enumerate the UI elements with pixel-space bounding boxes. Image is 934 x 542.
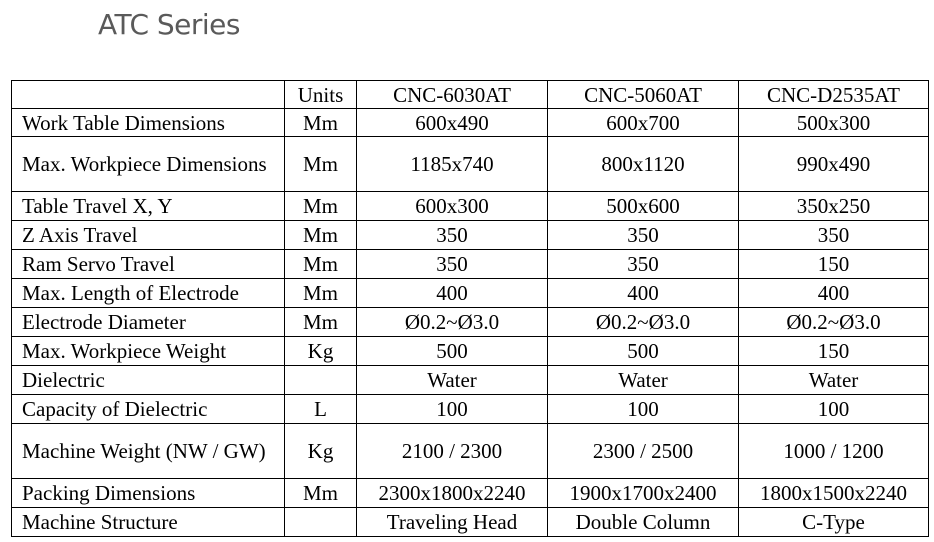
- row-value: 350: [739, 221, 929, 250]
- row-value: 350: [357, 250, 548, 279]
- row-value: 990x490: [739, 137, 929, 192]
- row-value: 100: [548, 395, 739, 424]
- row-value: 1185x740: [357, 137, 548, 192]
- row-label: Max. Workpiece Dimensions: [12, 137, 285, 192]
- row-unit: L: [285, 395, 357, 424]
- table-row: [12, 337, 929, 366]
- row-label: Table Travel X, Y: [12, 192, 285, 221]
- row-value: 150: [739, 250, 929, 279]
- row-unit: Mm: [285, 279, 357, 308]
- table-row: [12, 221, 929, 250]
- row-unit: [285, 366, 357, 395]
- row-label: Dielectric: [12, 366, 285, 395]
- row-value: 600x700: [548, 109, 739, 137]
- table-row: [12, 192, 929, 221]
- row-value: 500x600: [548, 192, 739, 221]
- row-unit: Kg: [285, 424, 357, 479]
- row-value: Ø0.2~Ø3.0: [548, 308, 739, 337]
- row-label: Ram Servo Travel: [12, 250, 285, 279]
- header-cell-model-3: CNC-D2535AT: [739, 81, 929, 109]
- row-value: 400: [739, 279, 929, 308]
- row-value: 2300x1800x2240: [357, 479, 548, 508]
- table-row: [12, 395, 929, 424]
- row-label: Electrode Diameter: [12, 308, 285, 337]
- table-row: [12, 109, 929, 137]
- row-value: C-Type: [739, 508, 929, 537]
- row-unit: Mm: [285, 137, 357, 192]
- row-value: Water: [548, 366, 739, 395]
- table-row: [12, 366, 929, 395]
- header-cell-blank: [12, 81, 285, 109]
- row-value: 2100 / 2300: [357, 424, 548, 479]
- row-value: 1800x1500x2240: [739, 479, 929, 508]
- row-unit: Mm: [285, 109, 357, 137]
- header-cell-model-2: CNC-5060AT: [548, 81, 739, 109]
- header-cell-units: Units: [285, 81, 357, 109]
- table-row: [12, 479, 929, 508]
- row-label: Capacity of Dielectric: [12, 395, 285, 424]
- row-label: Max. Length of Electrode: [12, 279, 285, 308]
- row-value: 600x490: [357, 109, 548, 137]
- row-label: Machine Structure: [12, 508, 285, 537]
- row-label: Machine Weight (NW / GW): [12, 424, 285, 479]
- row-label: Max. Workpiece Weight: [12, 337, 285, 366]
- row-value: Water: [739, 366, 929, 395]
- row-value: Double Column: [548, 508, 739, 537]
- row-unit: Mm: [285, 479, 357, 508]
- row-unit: Mm: [285, 192, 357, 221]
- row-value: 500x300: [739, 109, 929, 137]
- page-title: ATC Series: [98, 8, 240, 41]
- row-value: 1000 / 1200: [739, 424, 929, 479]
- row-value: 400: [548, 279, 739, 308]
- row-value: 100: [739, 395, 929, 424]
- row-label: Z Axis Travel: [12, 221, 285, 250]
- row-value: 2300 / 2500: [548, 424, 739, 479]
- row-unit: Mm: [285, 250, 357, 279]
- row-value: 800x1120: [548, 137, 739, 192]
- row-unit: [285, 508, 357, 537]
- row-value: 150: [739, 337, 929, 366]
- row-value: 100: [357, 395, 548, 424]
- table-header-row: [12, 81, 929, 109]
- row-label: Packing Dimensions: [12, 479, 285, 508]
- table-row: [12, 137, 929, 192]
- table-row: [12, 508, 929, 537]
- row-value: 500: [357, 337, 548, 366]
- row-value: 350: [357, 221, 548, 250]
- table-row: [12, 250, 929, 279]
- row-value: 350x250: [739, 192, 929, 221]
- row-value: 1900x1700x2400: [548, 479, 739, 508]
- table-row: [12, 308, 929, 337]
- header-cell-model-1: CNC-6030AT: [357, 81, 548, 109]
- row-value: 400: [357, 279, 548, 308]
- table-row: [12, 279, 929, 308]
- table-row: [12, 424, 929, 479]
- row-value: 600x300: [357, 192, 548, 221]
- row-value: Ø0.2~Ø3.0: [739, 308, 929, 337]
- row-value: Ø0.2~Ø3.0: [357, 308, 548, 337]
- spec-table: [11, 80, 929, 537]
- row-value: Water: [357, 366, 548, 395]
- row-value: 350: [548, 250, 739, 279]
- row-unit: Mm: [285, 308, 357, 337]
- row-label: Work Table Dimensions: [12, 109, 285, 137]
- row-value: 500: [548, 337, 739, 366]
- row-value: Traveling Head: [357, 508, 548, 537]
- row-unit: Mm: [285, 221, 357, 250]
- row-value: 350: [548, 221, 739, 250]
- row-unit: Kg: [285, 337, 357, 366]
